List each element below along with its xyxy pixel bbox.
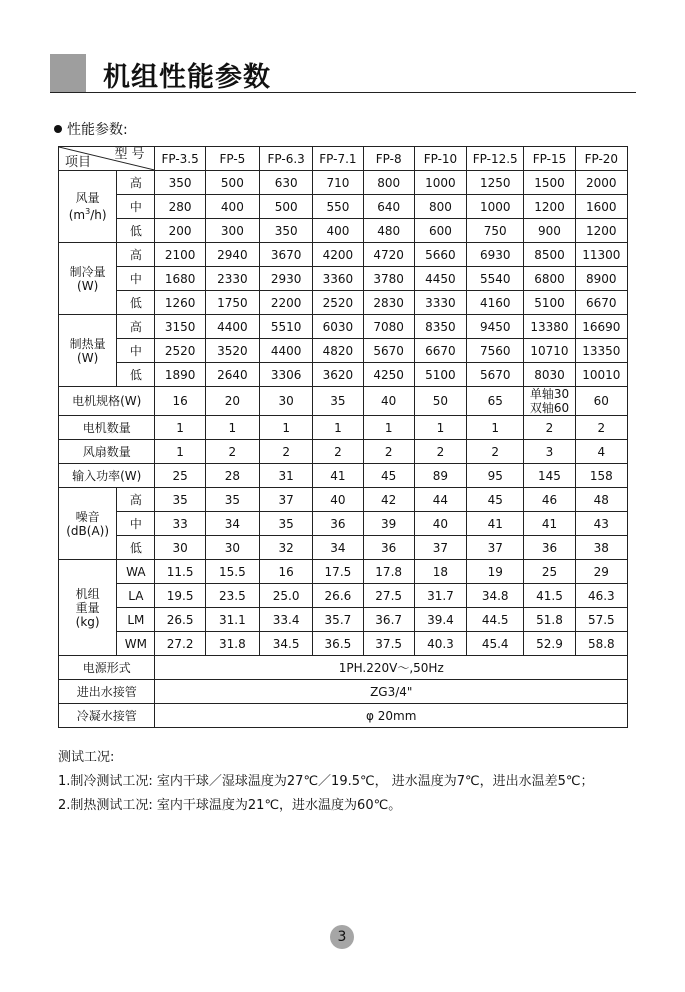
heating-value-cell: 4400 [205, 315, 259, 339]
table-row [59, 632, 628, 656]
weight-value-cell: 52.9 [524, 632, 575, 656]
airflow-value-cell: 480 [363, 219, 414, 243]
heating-value-cell: 10010 [575, 363, 627, 387]
airflow-unit-prefix: (m [68, 208, 86, 222]
weight-value-cell: 31.7 [414, 584, 466, 608]
airflow-value-cell: 1000 [414, 171, 466, 195]
noise-value-cell: 30 [205, 536, 259, 560]
weight-value-cell: 27.2 [155, 632, 205, 656]
heating-level-label: 低 [117, 363, 155, 387]
airflow-value-cell: 750 [467, 219, 524, 243]
table-row [59, 512, 628, 536]
airflow-value-cell: 300 [205, 219, 259, 243]
noise-level-label: 高 [117, 488, 155, 512]
airflow-value-cell: 630 [260, 171, 313, 195]
heating-value-cell: 3306 [260, 363, 313, 387]
weight-value-cell: 35.7 [313, 608, 363, 632]
weight-value-cell: 41.5 [524, 584, 575, 608]
heating-value-cell: 3520 [205, 339, 259, 363]
table-row [59, 536, 628, 560]
airflow-value-cell: 710 [313, 171, 363, 195]
weight-label-line1: 机组 [75, 586, 100, 601]
heating-value-cell: 3620 [313, 363, 363, 387]
fan_count-value-cell: 2 [467, 440, 524, 464]
table-row [59, 416, 628, 440]
airflow-level-label: 高 [117, 171, 155, 195]
table-row [59, 195, 628, 219]
table-row [59, 704, 628, 728]
weight-value-cell: 58.8 [575, 632, 627, 656]
motor_count-label: 电机数量 [59, 416, 155, 440]
motor_spec-value-cell: 20 [205, 387, 259, 416]
cooling-label: 制冷量 [69, 264, 106, 279]
page-title: 机组性能参数 [103, 62, 271, 93]
weight-value-cell: 39.4 [414, 608, 466, 632]
motor_spec-value-cell: 65 [467, 387, 524, 416]
cooling-value-cell: 11300 [575, 243, 627, 267]
cooling-value-cell: 4720 [363, 243, 414, 267]
cooling-value-cell: 6930 [467, 243, 524, 267]
model-header: FP-10 [414, 147, 466, 171]
airflow-value-cell: 640 [363, 195, 414, 219]
table-row [59, 171, 628, 195]
input_power-value-cell: 95 [467, 464, 524, 488]
cooling-category-cell [59, 243, 117, 315]
table-row [59, 219, 628, 243]
weight-value-cell: 57.5 [575, 608, 627, 632]
cooling-value-cell: 8500 [524, 243, 575, 267]
noise-value-cell: 36 [524, 536, 575, 560]
motor_spec-value-cell: 30 [260, 387, 313, 416]
heating-level-label: 中 [117, 339, 155, 363]
heating-value-cell: 7560 [467, 339, 524, 363]
airflow-value-cell: 1200 [575, 219, 627, 243]
weight-unit: (kg) [75, 614, 100, 629]
heating-value-cell: 9450 [467, 315, 524, 339]
cooling-value-cell: 1260 [155, 291, 205, 315]
noise-value-cell: 34 [313, 536, 363, 560]
table-row [59, 656, 628, 680]
weight-value-cell: 37.5 [363, 632, 414, 656]
cooling-value-cell: 2830 [363, 291, 414, 315]
heating-value-cell: 16690 [575, 315, 627, 339]
noise-value-cell: 36 [363, 536, 414, 560]
table-row [59, 584, 628, 608]
noise-level-label: 低 [117, 536, 155, 560]
cooling-value-cell: 5660 [414, 243, 466, 267]
noise-value-cell: 39 [363, 512, 414, 536]
airflow-value-cell: 1600 [575, 195, 627, 219]
corner-item-label: 项目 [65, 155, 92, 170]
motor_count-value-cell: 1 [205, 416, 259, 440]
fan_count-value-cell: 2 [414, 440, 466, 464]
cooling-value-cell: 6670 [575, 291, 627, 315]
noise-value-cell: 36 [313, 512, 363, 536]
double-shaft-value: 双轴60 [529, 401, 570, 415]
fan_count-value-cell: 2 [260, 440, 313, 464]
heating-value-cell: 6030 [313, 315, 363, 339]
noise-value-cell: 35 [260, 512, 313, 536]
heating-value-cell: 5670 [363, 339, 414, 363]
power_supply-label: 电源形式 [59, 656, 155, 680]
noise-value-cell: 46 [524, 488, 575, 512]
section-label-text: 性能参数: [67, 122, 128, 138]
cooling-value-cell: 6800 [524, 267, 575, 291]
cooling-value-cell: 5540 [467, 267, 524, 291]
motor_count-value-cell: 1 [313, 416, 363, 440]
table-row [59, 440, 628, 464]
weight-value-cell: 25 [524, 560, 575, 584]
cooling-value-cell: 2100 [155, 243, 205, 267]
performance-table [58, 146, 628, 728]
table-row [59, 339, 628, 363]
noise-value-cell: 48 [575, 488, 627, 512]
weight-value-cell: 17.8 [363, 560, 414, 584]
weight-value-cell: 36.5 [313, 632, 363, 656]
weight-value-cell: 36.7 [363, 608, 414, 632]
weight-value-cell: 23.5 [205, 584, 259, 608]
heating-value-cell: 7080 [363, 315, 414, 339]
heating-value-cell: 3150 [155, 315, 205, 339]
weight-value-cell: 19 [467, 560, 524, 584]
weight-value-cell: 18 [414, 560, 466, 584]
heating-value-cell: 13350 [575, 339, 627, 363]
heating-value-cell: 5670 [467, 363, 524, 387]
cooling-value-cell: 3330 [414, 291, 466, 315]
weight-value-cell: 45.4 [467, 632, 524, 656]
noise-level-label: 中 [117, 512, 155, 536]
page-number: 3 [330, 925, 354, 949]
heating-value-cell: 5510 [260, 315, 313, 339]
fan_count-value-cell: 2 [205, 440, 259, 464]
model-header: FP-15 [524, 147, 575, 171]
cooling-value-cell: 3780 [363, 267, 414, 291]
heating-value-cell: 5100 [414, 363, 466, 387]
weight-value-cell: 25.0 [260, 584, 313, 608]
airflow-unit-exponent: 3 [85, 207, 91, 216]
heating-value-cell: 4820 [313, 339, 363, 363]
cooling-value-cell: 3670 [260, 243, 313, 267]
cooling-value-cell: 2330 [205, 267, 259, 291]
noise-value-cell: 41 [467, 512, 524, 536]
cooling-level-label: 中 [117, 267, 155, 291]
weight-category-cell [59, 560, 117, 656]
cooling-value-cell: 2940 [205, 243, 259, 267]
heating-value-cell: 2640 [205, 363, 259, 387]
header-block-decoration [50, 54, 86, 92]
motor-spec-shaft-cell [524, 387, 575, 416]
cooling-value-cell: 2200 [260, 291, 313, 315]
weight-level-label: WM [117, 632, 155, 656]
drain_pipe-label: 冷凝水接管 [59, 704, 155, 728]
notes-title: 测试工况: [58, 750, 115, 765]
noise-value-cell: 37 [414, 536, 466, 560]
weight-value-cell: 31.8 [205, 632, 259, 656]
model-header: FP-20 [575, 147, 627, 171]
noise-value-cell: 35 [155, 488, 205, 512]
weight-value-cell: 34.8 [467, 584, 524, 608]
input_power-value-cell: 31 [260, 464, 313, 488]
airflow-value-cell: 500 [205, 171, 259, 195]
heating-value-cell: 4400 [260, 339, 313, 363]
noise-value-cell: 35 [205, 488, 259, 512]
input_power-value-cell: 41 [313, 464, 363, 488]
heating-unit: (W) [77, 350, 99, 365]
cooling-value-cell: 2520 [313, 291, 363, 315]
section-label [54, 119, 128, 139]
weight-value-cell: 46.3 [575, 584, 627, 608]
cooling-unit: (W) [77, 278, 99, 293]
noise-value-cell: 42 [363, 488, 414, 512]
input_power-value-cell: 45 [363, 464, 414, 488]
noise-value-cell: 38 [575, 536, 627, 560]
airflow-value-cell: 400 [205, 195, 259, 219]
noise-category-cell [59, 488, 117, 560]
water_pipe-value: ZG3/4" [155, 680, 628, 704]
airflow-value-cell: 800 [414, 195, 466, 219]
weight-value-cell: 33.4 [260, 608, 313, 632]
motor_spec-value-cell: 16 [155, 387, 205, 416]
weight-value-cell: 11.5 [155, 560, 205, 584]
airflow-value-cell: 550 [313, 195, 363, 219]
motor_count-value-cell: 2 [575, 416, 627, 440]
single-shaft-value: 单轴30 [529, 387, 570, 401]
cooling-level-label: 高 [117, 243, 155, 267]
fan_count-value-cell: 2 [363, 440, 414, 464]
test-conditions [58, 746, 593, 818]
noise-value-cell: 37 [260, 488, 313, 512]
table-row [59, 608, 628, 632]
fan_count-value-cell: 1 [155, 440, 205, 464]
input_power-value-cell: 25 [155, 464, 205, 488]
weight-value-cell: 34.5 [260, 632, 313, 656]
model-header: FP-6.3 [260, 147, 313, 171]
noise-value-cell: 32 [260, 536, 313, 560]
airflow-level-label: 低 [117, 219, 155, 243]
airflow-value-cell: 500 [260, 195, 313, 219]
weight-value-cell: 27.5 [363, 584, 414, 608]
table-row [59, 560, 628, 584]
heating-value-cell: 13380 [524, 315, 575, 339]
model-header: FP-5 [205, 147, 259, 171]
motor_count-value-cell: 1 [155, 416, 205, 440]
heating-value-cell: 4250 [363, 363, 414, 387]
corner-model-label: 型号 [114, 147, 149, 162]
motor_spec-value-cell: 35 [313, 387, 363, 416]
weight-value-cell: 44.5 [467, 608, 524, 632]
weight-value-cell: 15.5 [205, 560, 259, 584]
noise-unit: (dB(A)) [66, 523, 110, 538]
cooling-value-cell: 2930 [260, 267, 313, 291]
table-row [59, 315, 628, 339]
airflow-value-cell: 1250 [467, 171, 524, 195]
model-header: FP-12.5 [467, 147, 524, 171]
motor_spec-value-cell: 50 [414, 387, 466, 416]
weight-value-cell: 51.8 [524, 608, 575, 632]
table-row [59, 363, 628, 387]
input_power-value-cell: 145 [524, 464, 575, 488]
airflow-value-cell: 1200 [524, 195, 575, 219]
cooling-value-cell: 3360 [313, 267, 363, 291]
weight-value-cell: 40.3 [414, 632, 466, 656]
motor_spec-value-cell: 60 [575, 387, 627, 416]
motor_count-value-cell: 1 [363, 416, 414, 440]
table-row [59, 387, 628, 416]
weight-value-cell: 31.1 [205, 608, 259, 632]
noise-value-cell: 37 [467, 536, 524, 560]
airflow-unit-suffix: /h) [90, 208, 107, 222]
header-divider [50, 92, 636, 93]
input_power-value-cell: 158 [575, 464, 627, 488]
noise-value-cell: 34 [205, 512, 259, 536]
cooling-value-cell: 8900 [575, 267, 627, 291]
airflow-value-cell: 280 [155, 195, 205, 219]
airflow-value-cell: 600 [414, 219, 466, 243]
heating-value-cell: 1890 [155, 363, 205, 387]
motor_count-value-cell: 2 [524, 416, 575, 440]
heating-level-label: 高 [117, 315, 155, 339]
heating-category-cell [59, 315, 117, 387]
fan_count-value-cell: 3 [524, 440, 575, 464]
airflow-value-cell: 2000 [575, 171, 627, 195]
noise-value-cell: 43 [575, 512, 627, 536]
notes-heating-line: 2.制热测试工况: 室内干球温度为21℃，进水温度为60℃。 [58, 798, 402, 813]
motor_spec-value-cell: 40 [363, 387, 414, 416]
weight-value-cell: 26.5 [155, 608, 205, 632]
cooling-value-cell: 1680 [155, 267, 205, 291]
table-header-row [59, 147, 628, 171]
airflow-value-cell: 1000 [467, 195, 524, 219]
cooling-level-label: 低 [117, 291, 155, 315]
table-row [59, 267, 628, 291]
water_pipe-label: 进出水接管 [59, 680, 155, 704]
heating-value-cell: 6670 [414, 339, 466, 363]
airflow-value-cell: 350 [260, 219, 313, 243]
noise-value-cell: 44 [414, 488, 466, 512]
noise-value-cell: 33 [155, 512, 205, 536]
weight-value-cell: 29 [575, 560, 627, 584]
weight-level-label: LA [117, 584, 155, 608]
noise-label: 噪音 [75, 509, 100, 524]
cooling-value-cell: 5100 [524, 291, 575, 315]
noise-value-cell: 40 [313, 488, 363, 512]
airflow-value-cell: 800 [363, 171, 414, 195]
corner-cell [59, 147, 155, 171]
heating-value-cell: 8030 [524, 363, 575, 387]
table-row [59, 464, 628, 488]
heating-value-cell: 2520 [155, 339, 205, 363]
cooling-value-cell: 4200 [313, 243, 363, 267]
noise-value-cell: 40 [414, 512, 466, 536]
input_power-label: 输入功率(W) [59, 464, 155, 488]
airflow-level-label: 中 [117, 195, 155, 219]
airflow-label: 风量 [75, 191, 100, 205]
fan_count-value-cell: 4 [575, 440, 627, 464]
model-header: FP-3.5 [155, 147, 205, 171]
heating-value-cell: 10710 [524, 339, 575, 363]
airflow-value-cell: 1500 [524, 171, 575, 195]
drain_pipe-value: φ 20mm [155, 704, 628, 728]
noise-value-cell: 41 [524, 512, 575, 536]
cooling-value-cell: 1750 [205, 291, 259, 315]
table-row [59, 488, 628, 512]
weight-value-cell: 16 [260, 560, 313, 584]
noise-value-cell: 45 [467, 488, 524, 512]
weight-value-cell: 19.5 [155, 584, 205, 608]
motor_spec-label: 电机规格(W) [59, 387, 155, 416]
cooling-value-cell: 4450 [414, 267, 466, 291]
motor_count-value-cell: 1 [414, 416, 466, 440]
table-row [59, 680, 628, 704]
cooling-value-cell: 4160 [467, 291, 524, 315]
motor_count-value-cell: 1 [260, 416, 313, 440]
weight-level-label: WA [117, 560, 155, 584]
airflow-value-cell: 350 [155, 171, 205, 195]
heating-label: 制热量 [69, 336, 106, 351]
weight-value-cell: 26.6 [313, 584, 363, 608]
airflow-value-cell: 900 [524, 219, 575, 243]
input_power-value-cell: 28 [205, 464, 259, 488]
motor_count-value-cell: 1 [467, 416, 524, 440]
noise-value-cell: 30 [155, 536, 205, 560]
table-row [59, 291, 628, 315]
weight-value-cell: 17.5 [313, 560, 363, 584]
notes-cooling-line: 1.制冷测试工况: 室内干球／湿球温度为27℃／19.5℃， 进水温度为7℃，进出水温差5℃； [58, 774, 594, 789]
fan_count-value-cell: 2 [313, 440, 363, 464]
airflow-category-cell [59, 171, 117, 243]
airflow-value-cell: 400 [313, 219, 363, 243]
model-header: FP-7.1 [313, 147, 363, 171]
model-header: FP-8 [363, 147, 414, 171]
heating-value-cell: 8350 [414, 315, 466, 339]
power_supply-value: 1PH.220V～,50Hz [155, 656, 628, 680]
table-row [59, 243, 628, 267]
weight-label-line2: 重量 [75, 600, 100, 615]
airflow-value-cell: 200 [155, 219, 205, 243]
fan_count-label: 风扇数量 [59, 440, 155, 464]
input_power-value-cell: 89 [414, 464, 466, 488]
weight-level-label: LM [117, 608, 155, 632]
bullet-icon [54, 125, 62, 133]
